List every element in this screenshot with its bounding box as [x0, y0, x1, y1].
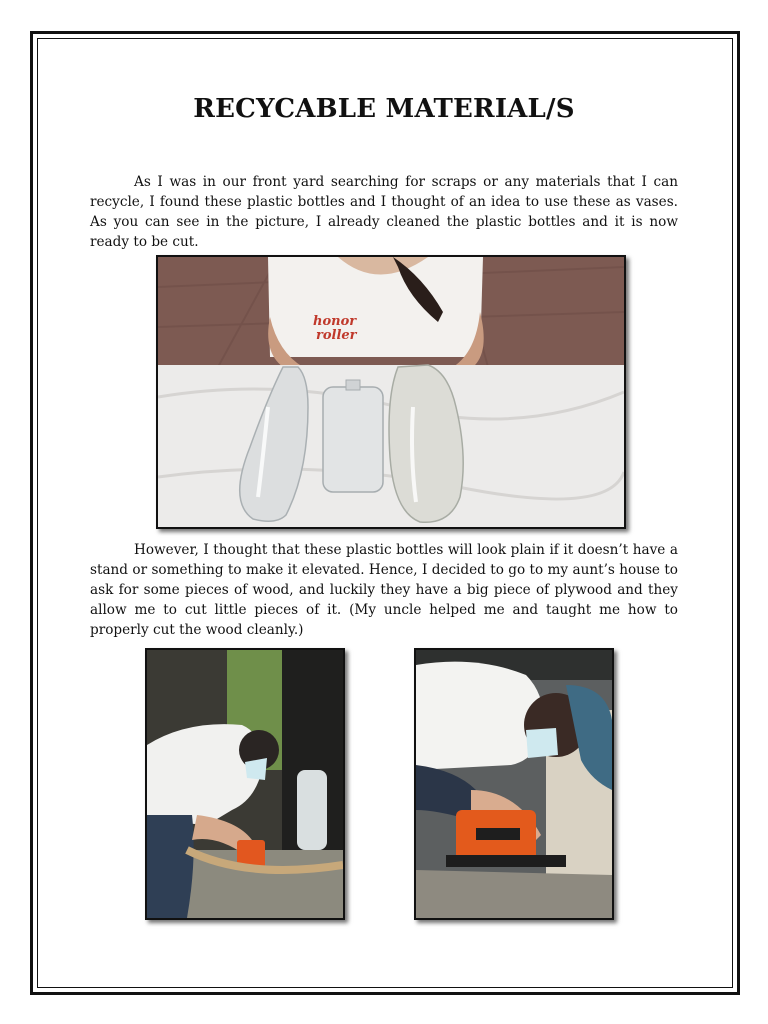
cutting-wood-image-1 [147, 650, 343, 918]
shirt-text-line-2: roller [316, 328, 357, 343]
bottles-image [158, 257, 624, 527]
shirt-text-line-1: honor [313, 314, 357, 329]
photo-cutting-wood-2 [414, 648, 614, 920]
paragraph-bottles: As I was in our front yard searching for scraps or any materials that I can recycle, I found these plastic bottles and I thought of an idea to use these as vases. As you can see in the picture, I already cleaned the plastic bottles and it is now ready to be cut. [90, 174, 678, 250]
page-title: RECYCABLE MATERIAL/S [193, 94, 575, 124]
paragraph-wood: However, I thought that these plastic bottles will look plain if it doesn’t have a stand or something to make it elevated. Hence, I decided to go to my aunt’s house to ask for some pieces of wood, and luckily they have a big piece of plywood and they allow me to cut little pieces of it. (My uncle helped me and taught me how to properly cut the wood cleanly.) [90, 542, 678, 638]
photo-cutting-wood-1 [145, 648, 345, 920]
cutting-wood-image-2 [416, 650, 612, 918]
photo-plastic-bottles [156, 255, 626, 529]
